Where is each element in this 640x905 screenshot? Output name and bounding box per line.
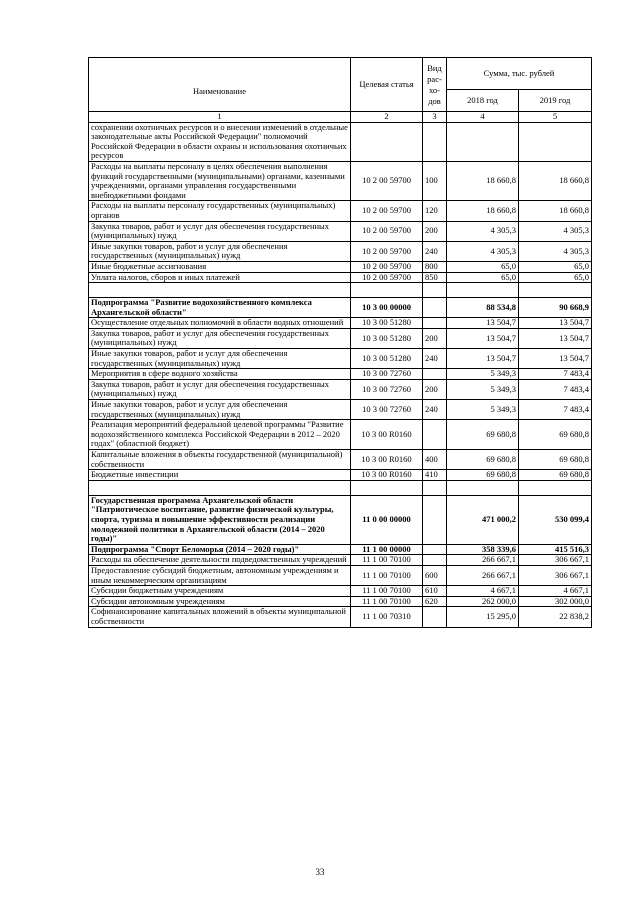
row-expense-type: [423, 555, 447, 566]
empty-cell: [423, 480, 447, 495]
table-row: [89, 349, 592, 369]
row-sum-2018: 358 339,6: [447, 544, 519, 555]
row-expense-type: [423, 495, 447, 544]
row-expense-type: [423, 369, 447, 380]
row-target-code: 11 1 00 70100: [351, 565, 423, 585]
table-row: [89, 318, 592, 329]
row-sum-2019: 13 504,7: [519, 349, 592, 369]
row-target-code: 10 3 00 72760: [351, 400, 423, 420]
row-sum-2018: 18 660,8: [447, 161, 519, 200]
row-sum-2018: 88 534,8: [447, 298, 519, 318]
row-target-code: 10 3 00 R0160: [351, 470, 423, 481]
row-name: Иные закупки товаров, работ и услуг для обеспечения государственных (муниципальных) нужд: [89, 400, 351, 420]
row-sum-2019: 22 838,2: [519, 607, 592, 627]
row-target-code: 10 2 00 59700: [351, 201, 423, 221]
row-sum-2018: 5 349,3: [447, 369, 519, 380]
row-sum-2018: 266 667,1: [447, 565, 519, 585]
header-year-2018: 2018 год: [447, 90, 519, 112]
row-name: Иные закупки товаров, работ и услуг для обеспечения государственных (муниципальных) нужд: [89, 349, 351, 369]
table-row: [89, 495, 592, 544]
row-target-code: 11 1 00 70100: [351, 555, 423, 566]
row-name: Иные закупки товаров, работ и услуг для обеспечения государственных (муниципальных) нужд: [89, 241, 351, 261]
row-sum-2018: 266 667,1: [447, 555, 519, 566]
row-name: Предоставление субсидий бюджетным, автономным учреждениям и иным некоммерческим организациям: [89, 565, 351, 585]
row-target-code: 10 2 00 59700: [351, 221, 423, 241]
row-sum-2018: 13 504,7: [447, 328, 519, 348]
table-row: [89, 596, 592, 607]
row-name: Расходы на выплаты персоналу в целях обеспечения выполнения функций государственными (муниципальными) органами, казенными учреждениями, органами управления государственными внебюджетными фондами: [89, 161, 351, 200]
table-row: [89, 565, 592, 585]
row-sum-2018: 471 000,2: [447, 495, 519, 544]
page-number: 33: [315, 867, 325, 877]
spacer-row: [89, 283, 592, 298]
table-row: [89, 586, 592, 597]
row-target-code: [351, 122, 423, 161]
table-row: [89, 298, 592, 318]
header-type: [423, 58, 447, 112]
row-expense-type: 200: [423, 221, 447, 241]
row-sum-2019: 4 305,3: [519, 221, 592, 241]
table-row: [89, 369, 592, 380]
row-sum-2019: 18 660,8: [519, 201, 592, 221]
empty-cell: [351, 283, 423, 298]
row-target-code: 11 1 00 70100: [351, 596, 423, 607]
header-type-line: Вид: [427, 62, 442, 73]
row-expense-type: 850: [423, 272, 447, 283]
column-index: 4: [447, 112, 519, 123]
table-row: [89, 400, 592, 420]
row-sum-2019: 90 668,9: [519, 298, 592, 318]
row-sum-2018: 65,0: [447, 261, 519, 272]
table-row: [89, 221, 592, 241]
table-row: [89, 328, 592, 348]
row-sum-2018: 5 349,3: [447, 400, 519, 420]
empty-cell: [89, 283, 351, 298]
header-sum: Сумма, тыс. рублей: [447, 58, 592, 90]
row-sum-2019: 302 000,0: [519, 596, 592, 607]
row-expense-type: [423, 420, 447, 450]
row-name: Закупка товаров, работ и услуг для обеспечения государственных (муниципальных) нужд: [89, 328, 351, 348]
row-name: Государственная программа Архангельской области "Патриотическое воспитание, развитие физической культуры, спорта, туризма и повышение эффективности реализации молодежной политики в Архангельской области (2014 – 2020 годы)": [89, 495, 351, 544]
row-sum-2018: 4 305,3: [447, 221, 519, 241]
empty-cell: [519, 283, 592, 298]
row-sum-2019: 7 483,4: [519, 400, 592, 420]
row-target-code: 10 3 00 51280: [351, 318, 423, 329]
row-sum-2019: 69 680,8: [519, 420, 592, 450]
row-name: Подпрограмма "Спорт Беломорья (2014 – 2020 годы)": [89, 544, 351, 555]
row-sum-2018: 15 295,0: [447, 607, 519, 627]
column-index: 1: [89, 112, 351, 123]
column-index-row: [89, 112, 592, 123]
header-type-line: дов: [428, 95, 441, 106]
header-type-line: рас-: [427, 73, 442, 84]
row-sum-2018: [447, 122, 519, 161]
row-target-code: 10 3 00 00000: [351, 298, 423, 318]
row-name: Бюджетные инвестиции: [89, 470, 351, 481]
row-sum-2019: 7 483,4: [519, 379, 592, 399]
header-name: Наименование: [89, 58, 351, 112]
table-row: [89, 261, 592, 272]
table-row: [89, 201, 592, 221]
header-year-2019: 2019 год: [519, 90, 592, 112]
empty-cell: [519, 480, 592, 495]
row-sum-2018: 65,0: [447, 272, 519, 283]
table-row: [89, 555, 592, 566]
row-sum-2018: 18 660,8: [447, 201, 519, 221]
empty-cell: [447, 480, 519, 495]
row-expense-type: 100: [423, 161, 447, 200]
row-sum-2019: 306 667,1: [519, 555, 592, 566]
row-expense-type: 610: [423, 586, 447, 597]
header-row-top: [89, 58, 592, 90]
row-name: Осуществление отдельных полномочий в области водных отношений: [89, 318, 351, 329]
row-expense-type: 200: [423, 328, 447, 348]
column-index: 5: [519, 112, 592, 123]
row-name: сохранении охотничьих ресурсов и о внесении изменений в отдельные законодательные акты Российской Федерации" полномочий Российской Федерации в области охраны и использования охотничьих ресурсов: [89, 122, 351, 161]
row-sum-2018: 13 504,7: [447, 318, 519, 329]
row-expense-type: [423, 544, 447, 555]
row-target-code: 10 3 00 72760: [351, 369, 423, 380]
table-row: [89, 450, 592, 470]
row-name: Капитальные вложения в объекты государственной (муниципальной) собственности: [89, 450, 351, 470]
row-sum-2019: 4 305,3: [519, 241, 592, 261]
row-name: Реализация мероприятий федеральной целевой программы "Развитие водохозяйственного комплекса Российской Федерации в 2012 – 2020 годах" (областной бюджет): [89, 420, 351, 450]
row-sum-2018: 262 000,0: [447, 596, 519, 607]
row-sum-2019: [519, 122, 592, 161]
row-expense-type: 240: [423, 349, 447, 369]
row-target-code: 10 3 00 72760: [351, 379, 423, 399]
row-name: Иные бюджетные ассигнования: [89, 261, 351, 272]
row-expense-type: [423, 122, 447, 161]
row-target-code: 10 2 00 59700: [351, 261, 423, 272]
row-sum-2019: 13 504,7: [519, 318, 592, 329]
row-sum-2019: 415 516,3: [519, 544, 592, 555]
empty-cell: [423, 283, 447, 298]
row-target-code: 10 3 00 51280: [351, 328, 423, 348]
empty-cell: [351, 480, 423, 495]
table-row: [89, 379, 592, 399]
row-name: Подпрограмма "Развитие водохозяйственного комплекса Архангельской области": [89, 298, 351, 318]
row-name: Закупка товаров, работ и услуг для обеспечения государственных (муниципальных) нужд: [89, 379, 351, 399]
empty-cell: [447, 283, 519, 298]
row-name: Уплата налогов, сборов и иных платежей: [89, 272, 351, 283]
row-expense-type: 240: [423, 400, 447, 420]
row-expense-type: 200: [423, 379, 447, 399]
spacer-row: [89, 480, 592, 495]
column-index: 3: [423, 112, 447, 123]
row-sum-2019: 7 483,4: [519, 369, 592, 380]
row-sum-2019: 65,0: [519, 261, 592, 272]
table-row: [89, 420, 592, 450]
table-row: [89, 607, 592, 627]
row-name: Субсидии бюджетным учреждениям: [89, 586, 351, 597]
empty-cell: [89, 480, 351, 495]
row-target-code: 11 1 00 70100: [351, 586, 423, 597]
row-expense-type: 400: [423, 450, 447, 470]
row-name: Расходы на выплаты персоналу государственных (муниципальных) органов: [89, 201, 351, 221]
row-sum-2018: 69 680,8: [447, 450, 519, 470]
row-sum-2018: 4 305,3: [447, 241, 519, 261]
table-row: [89, 470, 592, 481]
row-sum-2018: 69 680,8: [447, 420, 519, 450]
table-row: [89, 544, 592, 555]
row-name: Расходы на обеспечение деятельности подведомственных учреждений: [89, 555, 351, 566]
row-expense-type: [423, 318, 447, 329]
row-sum-2019: 13 504,7: [519, 328, 592, 348]
row-name: Субсидии автономным учреждениям: [89, 596, 351, 607]
row-sum-2019: 4 667,1: [519, 586, 592, 597]
table-row: [89, 272, 592, 283]
row-expense-type: 600: [423, 565, 447, 585]
row-target-code: 10 3 00 51280: [351, 349, 423, 369]
row-expense-type: 800: [423, 261, 447, 272]
row-target-code: 10 2 00 59700: [351, 272, 423, 283]
row-target-code: 10 3 00 R0160: [351, 450, 423, 470]
row-name: Мероприятия в сфере водного хозяйства: [89, 369, 351, 380]
row-expense-type: 120: [423, 201, 447, 221]
table-row: [89, 241, 592, 261]
row-sum-2019: 18 660,8: [519, 161, 592, 200]
row-target-code: 11 1 00 00000: [351, 544, 423, 555]
row-sum-2018: 5 349,3: [447, 379, 519, 399]
header-type-line: хо-: [428, 84, 440, 95]
row-expense-type: [423, 607, 447, 627]
table-row: [89, 122, 592, 161]
row-target-code: 10 2 00 59700: [351, 241, 423, 261]
row-expense-type: 410: [423, 470, 447, 481]
row-sum-2018: 69 680,8: [447, 470, 519, 481]
row-sum-2019: 530 099,4: [519, 495, 592, 544]
row-sum-2018: 13 504,7: [447, 349, 519, 369]
header-target: Целевая статья: [351, 58, 423, 112]
row-sum-2019: 69 680,8: [519, 470, 592, 481]
row-expense-type: [423, 298, 447, 318]
table-row: [89, 161, 592, 200]
column-index: 2: [351, 112, 423, 123]
row-expense-type: 620: [423, 596, 447, 607]
row-target-code: 11 1 00 70310: [351, 607, 423, 627]
row-expense-type: 240: [423, 241, 447, 261]
row-name: Софинансирование капитальных вложений в объекты муниципальной собственности: [89, 607, 351, 627]
row-target-code: 10 2 00 59700: [351, 161, 423, 200]
row-sum-2019: 69 680,8: [519, 450, 592, 470]
row-target-code: 10 3 00 R0160: [351, 420, 423, 450]
row-target-code: 11 0 00 00000: [351, 495, 423, 544]
budget-table: [88, 57, 592, 628]
row-sum-2018: 4 667,1: [447, 586, 519, 597]
row-sum-2019: 306 667,1: [519, 565, 592, 585]
row-name: Закупка товаров, работ и услуг для обеспечения государственных (муниципальных) нужд: [89, 221, 351, 241]
row-sum-2019: 65,0: [519, 272, 592, 283]
